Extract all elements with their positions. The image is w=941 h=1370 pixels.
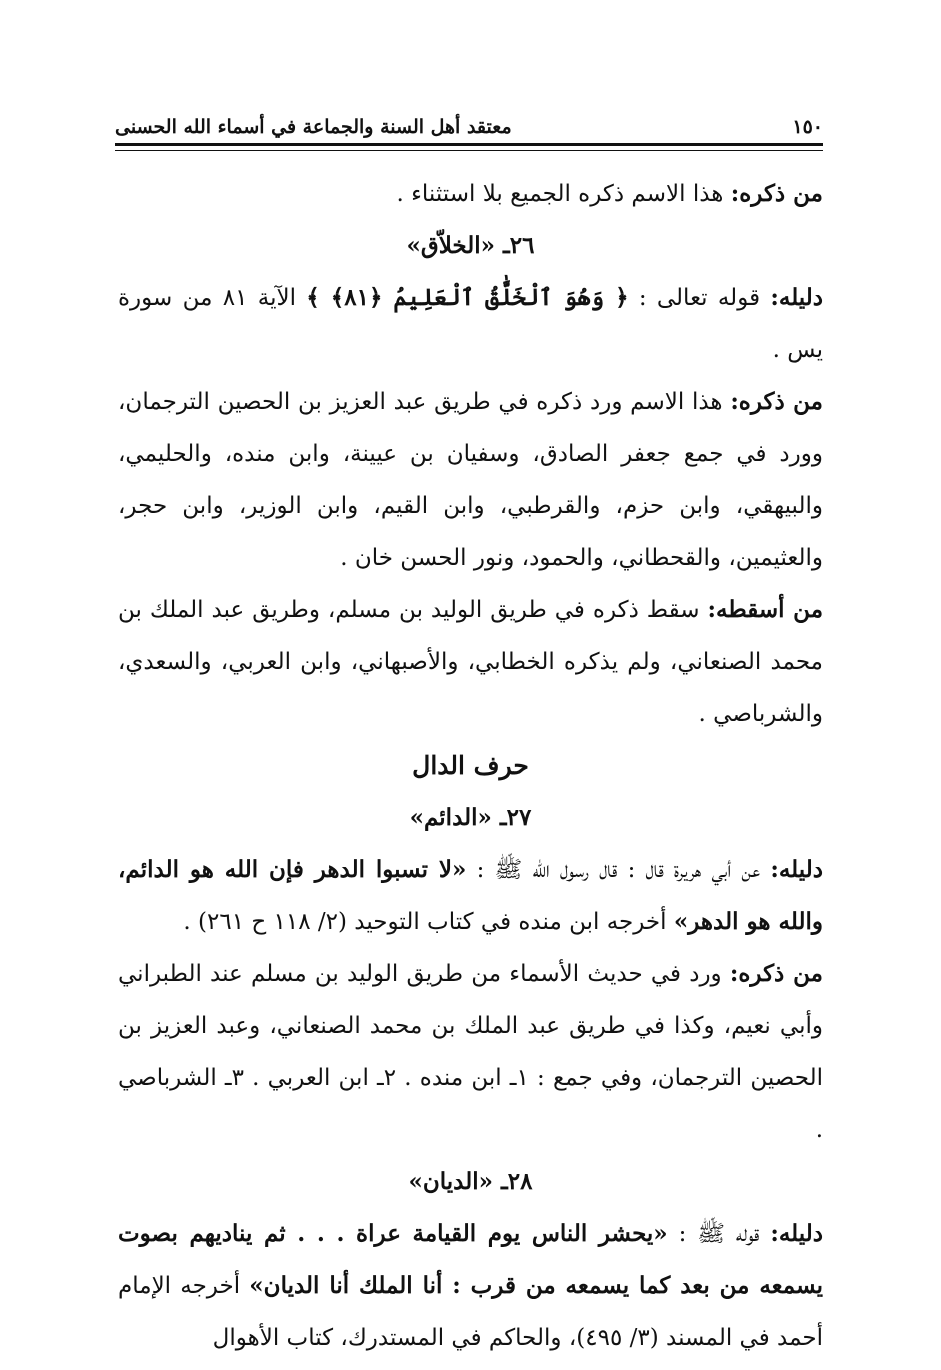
paragraph-mentioned-by-27 [118, 948, 823, 1156]
paragraph-text: ورد في حديث الأسماء من طريق الوليد بن مسلم عند الطبراني وأبي نعيم، وكذا في طريق عبد الملك بن محمد الصنعاني، وعبد العزيز بن الحصين الترجمان، وفي جمع : ١ـ ابن منده . ٢ـ ابن العربي . ٣ـ الشرباصي . [118, 961, 824, 1143]
section-heading-27: ٢٧ـ «الدائم» [409, 804, 532, 831]
paragraph-evidence-28 [118, 1208, 823, 1364]
paragraph-text: أخرجه ابن منده في كتاب التوحيد (٢/ ١١٨ ح ٢٦١) . [183, 909, 667, 935]
paragraph-dropped-by-26 [118, 584, 823, 740]
paragraph-text: قوله تعالى : [628, 285, 761, 311]
paragraph-text: سقط ذكره في طريق الوليد بن مسلم، وطريق عبد الملك بن محمد الصنعاني، ولم يذكره الخطابي، والأصبهاني، وابن العربي، والسعدي، والشرباصي . [118, 597, 823, 727]
running-title: معتقد أهل السنة والجماعة في أسماء الله الحسنى [115, 116, 512, 138]
paragraph-mentioned-by-26 [118, 376, 823, 584]
label: من ذكره: [730, 388, 823, 415]
label: من ذكره: [730, 180, 823, 207]
paragraph-evidence-26 [118, 272, 823, 376]
quran-verse: ﴿ وَهُوَ ٱلْخَلَّٰقُ ٱلْعَلِيمُ ﴿٨١﴾ ﴾ [306, 284, 629, 311]
header-rule-thick [115, 143, 823, 146]
section-heading-28: ٢٨ـ «الديان» [408, 1168, 533, 1195]
paragraph-text: الآية ٨١ من سورة يس . [118, 285, 823, 363]
page-body [118, 168, 823, 1364]
paragraph-text: هذا الاسم ورد ذكره في طريق عبد العزيز بن الحصين الترجمان، وورد في جمع جعفر الصادق، وسفيان بن عيينة، وابن منده، والحليمي، والبيهقي، وابن حزم، والقرطبي، وابن القيم، وابن الوزير، وابن حجر، والعثيمين، والقحطاني، والحمود، ونور الحسن خان . [118, 389, 823, 571]
section-heading-26: ٢٦ـ «الخلاّق» [406, 232, 535, 259]
page-header [115, 108, 823, 138]
hadith-text: «يحشر الناس يوم القيامة عراة . . . ثم يناديهم بصوت يسمعه من بعد كما يسمعه من قرب : أنا الملك أنا الديان» [118, 1220, 823, 1299]
label: من ذكره: [729, 960, 823, 987]
letter-heading: حرف الدال [412, 751, 529, 780]
paragraph-evidence-27 [118, 844, 823, 948]
paragraph-mentioned-by [118, 168, 823, 220]
hadith-text: «لا تسبوا الدهر فإن الله هو الدائم، والله هو الدهر» [118, 856, 823, 935]
paragraph-text: هذا الاسم ذكره الجميع بلا استثناء . [396, 181, 724, 207]
label: دليله: [770, 856, 823, 883]
paragraph-text: عن أبي هريرة قال : قال رسول الله ﷺ : [466, 857, 761, 883]
paragraph-text: قوله ﷺ : [667, 1221, 760, 1247]
header-rule-thin [115, 150, 823, 151]
label: دليله: [770, 1220, 823, 1247]
page-number: ١٥٠ [792, 116, 823, 138]
label: دليله: [770, 284, 824, 311]
paragraph-text: أخرجه الإمام أحمد في المسند (٣/ ٤٩٥)، والحاكم في المستدرك، كتاب الأهوال [118, 1273, 823, 1351]
label: من أسقطه: [707, 596, 824, 623]
